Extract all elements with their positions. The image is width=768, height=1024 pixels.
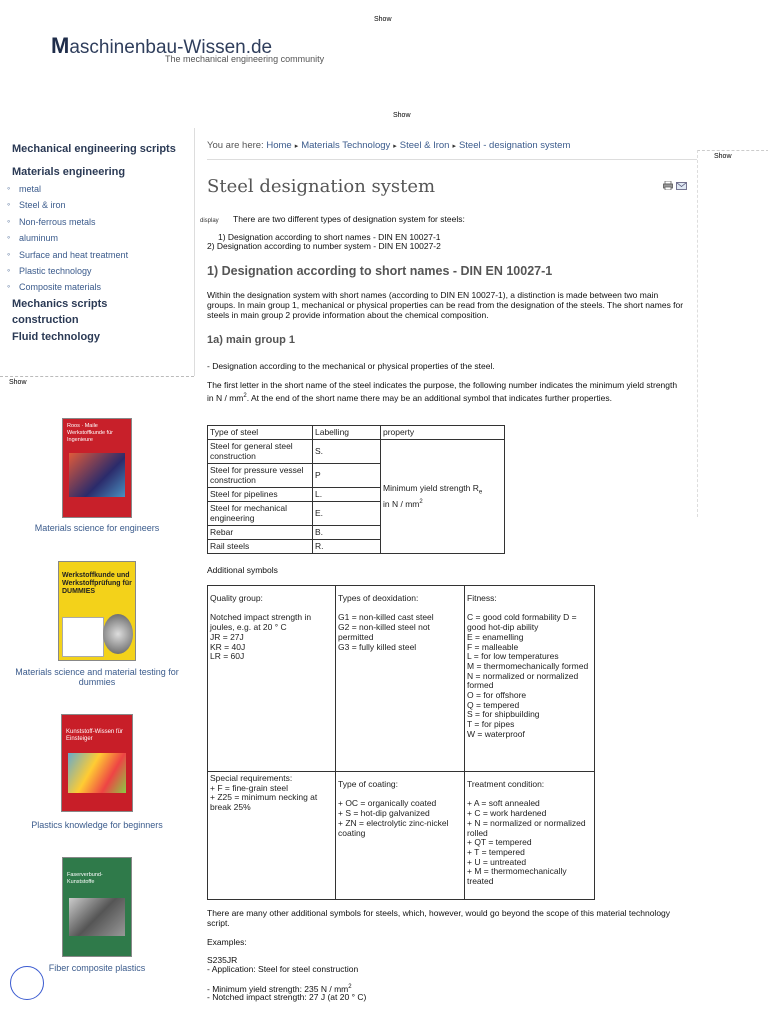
paragraph-part: . At the end of the short name there may be an additional symbol that indicates further properties.: [246, 392, 612, 403]
intro-list-item-1: 1) Designation according to short names - DIN EN 10027-1: [218, 232, 441, 242]
cell-line: + A = soft annealed: [467, 798, 540, 809]
nav-item-surface-heat-treatment[interactable]: ◦ Surface and heat treatment: [19, 250, 128, 260]
cell-line: + Z25 = minimum necking at break 25%: [210, 792, 318, 813]
section-paragraph: Within the designation system with short names (according to DIN EN 10027-1), a distinction is made between two main groups. In main group 1, mechanical or physical properties can be read from the designation of the steels. The short names for steels in main group 2 provide information about the chemical composition.: [207, 290, 684, 320]
book-cover-image: [69, 453, 125, 497]
superscript: 2: [348, 984, 352, 990]
fitness-cell: [465, 586, 595, 772]
book-cover-title: Kunststoff-Wissen für Einsteiger: [66, 729, 123, 742]
book-cover-title: Faserverbund-Kunststoffe: [67, 872, 103, 885]
cell-line: + N = normalized or normalized rolled: [467, 817, 586, 838]
cell-heading: Quality group:: [210, 593, 263, 603]
cell-line: G1 = non-killed cast steel: [338, 612, 434, 623]
table-cell: B.: [313, 526, 381, 540]
cell-line: + ZN = electrolytic zinc-nickel coating: [338, 817, 449, 838]
cell-line: KR = 40J: [210, 641, 246, 652]
logo-initial: M: [51, 33, 70, 58]
cell-line: L = for low temperatures: [467, 651, 559, 662]
cell-heading: Fitness:: [467, 593, 497, 603]
email-icon[interactable]: [676, 177, 687, 185]
cell-line: + U = untreated: [467, 856, 527, 867]
sidebar-edge: [194, 128, 195, 376]
nav-construction[interactable]: construction: [12, 314, 79, 326]
table-header: property: [381, 426, 505, 440]
table-cell: R.: [313, 540, 381, 554]
cell-line: G3 = fully killed steel: [338, 641, 417, 652]
table-header: Labelling: [313, 426, 381, 440]
breadcrumb-arrow-icon: ▸: [393, 143, 397, 150]
deoxidation-cell: [336, 586, 465, 772]
cell-line: C = good cold formability D = good hot-dip ability: [467, 612, 577, 633]
sidebar-divider: [0, 376, 194, 377]
floating-circle-button[interactable]: [10, 966, 44, 1000]
quality-group-cell: [208, 586, 336, 772]
coating-cell: [336, 772, 465, 900]
breadcrumb-steel-iron[interactable]: Steel & Iron: [399, 140, 450, 151]
subsection-heading: 1a) main group 1: [207, 334, 296, 346]
outro-paragraph: There are many other additional symbols for steels, which, however, would go beyond the scope of this material technology script.: [207, 908, 671, 928]
print-icon[interactable]: [663, 177, 673, 185]
cell-line: + T = tempered: [467, 846, 525, 857]
show-link-top[interactable]: Show: [374, 16, 392, 23]
cell-line: Q = tempered: [467, 699, 520, 710]
subsection-text: - Designation according to the mechanical or physical properties of the steel.: [207, 361, 495, 371]
intro-list-item-2: 2) Designation according to number system - DIN EN 10027-2: [207, 241, 441, 251]
additional-symbols-label: Additional symbols: [207, 565, 278, 575]
nav-item-composite-materials[interactable]: ◦ Composite materials: [19, 282, 101, 292]
table-cell: Steel for pressure vessel construction: [208, 464, 313, 488]
intro-text: There are two different types of designation system for steels:: [233, 214, 465, 224]
book-caption[interactable]: Materials science for engineers: [34, 523, 160, 533]
nav-item-aluminum[interactable]: ◦ aluminum: [19, 233, 58, 243]
nav-item-plastic-technology[interactable]: ◦ Plastic technology: [19, 266, 92, 276]
book-cover-image: [68, 753, 126, 793]
book-cover-image: [69, 898, 125, 936]
book-cover-image: [103, 614, 133, 654]
cell-line: O = for offshore: [467, 690, 527, 701]
example-application: - Application: Steel for steel construction: [207, 964, 359, 974]
nav-mechanical-engineering-scripts[interactable]: Mechanical engineering scripts: [12, 143, 176, 155]
breadcrumb: [207, 140, 570, 151]
property-text: Minimum yield strength R: [383, 482, 479, 493]
example-notch: - Notched impact strength: 27 J (at 20 ° C): [207, 992, 367, 1002]
cell-line: + QT = tempered: [467, 837, 532, 848]
book-cover-title: Roos · Maile Werkstoffkunde für Ingenieure: [67, 423, 113, 443]
subscript: e: [478, 489, 483, 496]
table-cell: E.: [313, 502, 381, 526]
nav-item-metal[interactable]: ◦ metal: [19, 184, 41, 194]
display-label[interactable]: display: [200, 218, 219, 224]
cell-line: + M = thermomechanically treated: [467, 866, 567, 887]
breadcrumb-arrow-icon: ▸: [452, 143, 456, 150]
cell-heading: Treatment condition:: [467, 779, 545, 789]
book-caption[interactable]: Fiber composite plastics: [48, 963, 146, 973]
cell-heading: Types of deoxidation:: [338, 593, 419, 603]
table-cell: Steel for mechanical engineering: [208, 502, 313, 526]
site-tagline: The mechanical engineering community: [165, 54, 325, 64]
table-header: Type of steel: [208, 426, 313, 440]
page-title: Steel designation system: [207, 176, 436, 197]
examples-label: Examples:: [207, 937, 247, 947]
nav-item-steel-iron[interactable]: ◦ Steel & iron: [19, 200, 66, 210]
additional-symbols-table: [207, 585, 595, 900]
paragraph-part: The first letter in the short name of the steel indicates the purpose, the following number indicates the minimum yield strength in N / mm: [207, 380, 678, 403]
property-unit: in N / mm: [383, 498, 420, 509]
section-heading: 1) Designation according to short names - DIN EN 10027-1: [207, 264, 553, 278]
cell-heading: Special requirements:: [210, 773, 293, 783]
show-link-mid[interactable]: Show: [393, 112, 411, 119]
cell-line: JR = 27J: [210, 631, 244, 642]
cell-heading: Type of coating:: [338, 779, 399, 789]
superscript: 2: [419, 498, 423, 505]
breadcrumb-materials-technology[interactable]: Materials Technology: [301, 140, 391, 151]
cell-line: T = for pipes: [467, 719, 515, 730]
nav-fluid-technology[interactable]: Fluid technology: [12, 331, 100, 343]
book-cover-plastics[interactable]: [61, 714, 133, 812]
book-cover-materials-science[interactable]: [62, 418, 132, 518]
subsection-paragraph: [207, 380, 682, 404]
superscript: 2: [243, 393, 247, 399]
cell-line: F = malleable: [467, 641, 519, 652]
cell-line: + C = work hardened: [467, 808, 547, 819]
cell-line: S = for shipbuilding: [467, 709, 540, 720]
cell-line: Notched impact strength in joules, e.g. at 20 ° C: [210, 612, 312, 633]
cell-line: + S = hot-dip galvanized: [338, 808, 430, 819]
breadcrumb-prefix: You are here:: [207, 140, 264, 151]
table-cell: Steel for general steel construction: [208, 440, 313, 464]
book-cover-fiber-composite[interactable]: [62, 857, 132, 957]
book-caption[interactable]: Materials science and material testing for dummies: [15, 667, 179, 687]
example-code: S235JR: [207, 955, 238, 965]
cell-line: + OC = organically coated: [338, 798, 437, 809]
cell-line: + F = fine-grain steel: [210, 782, 288, 793]
cell-line: G2 = non-killed steel not permitted: [338, 622, 430, 642]
cell-line: LR = 60J: [210, 651, 245, 662]
show-link-right[interactable]: Show: [714, 153, 732, 160]
breadcrumb-home[interactable]: Home: [266, 140, 292, 151]
table-cell: L.: [313, 488, 381, 502]
table-cell: Rail steels: [208, 540, 313, 554]
cell-line: M = thermomechanically formed: [467, 660, 589, 671]
table-cell: Steel for pipelines: [208, 488, 313, 502]
example-yield-text: - Minimum yield strength: 235 N / mm: [207, 983, 349, 994]
book-cover-panel: [62, 617, 104, 657]
book-cover-dummies[interactable]: [58, 561, 136, 661]
book-caption[interactable]: Plastics knowledge for beginners: [31, 820, 163, 830]
book-cover-title: Werkstoffkunde und Werkstoffprüfung für DUMMIES: [62, 572, 132, 595]
breadcrumb-current[interactable]: Steel - designation system: [458, 140, 571, 151]
nav-mechanics-scripts[interactable]: Mechanics scripts: [12, 298, 108, 310]
right-ad-frame: [697, 150, 768, 517]
table-cell-property: [381, 440, 505, 554]
table-cell: Rebar: [208, 526, 313, 540]
logo-text: aschinenbau-Wissen.de: [69, 37, 273, 58]
treatment-cell: [465, 772, 595, 900]
nav-materials-engineering[interactable]: Materials engineering: [12, 166, 126, 178]
special-requirements-cell: [208, 772, 336, 900]
steel-types-table: [207, 425, 505, 554]
table-cell: P: [313, 464, 381, 488]
cell-line: E = enamelling: [467, 631, 524, 642]
cell-line: W = waterproof: [467, 728, 525, 739]
show-link-sidebar[interactable]: Show: [9, 379, 27, 386]
table-cell: S.: [313, 440, 381, 464]
nav-item-non-ferrous-metals[interactable]: ◦ Non-ferrous metals: [19, 217, 96, 227]
sidebar-nav: [0, 128, 194, 376]
breadcrumb-divider: [207, 159, 697, 160]
cell-line: N = normalized or normalized formed: [467, 670, 579, 691]
breadcrumb-arrow-icon: ▸: [294, 143, 299, 150]
